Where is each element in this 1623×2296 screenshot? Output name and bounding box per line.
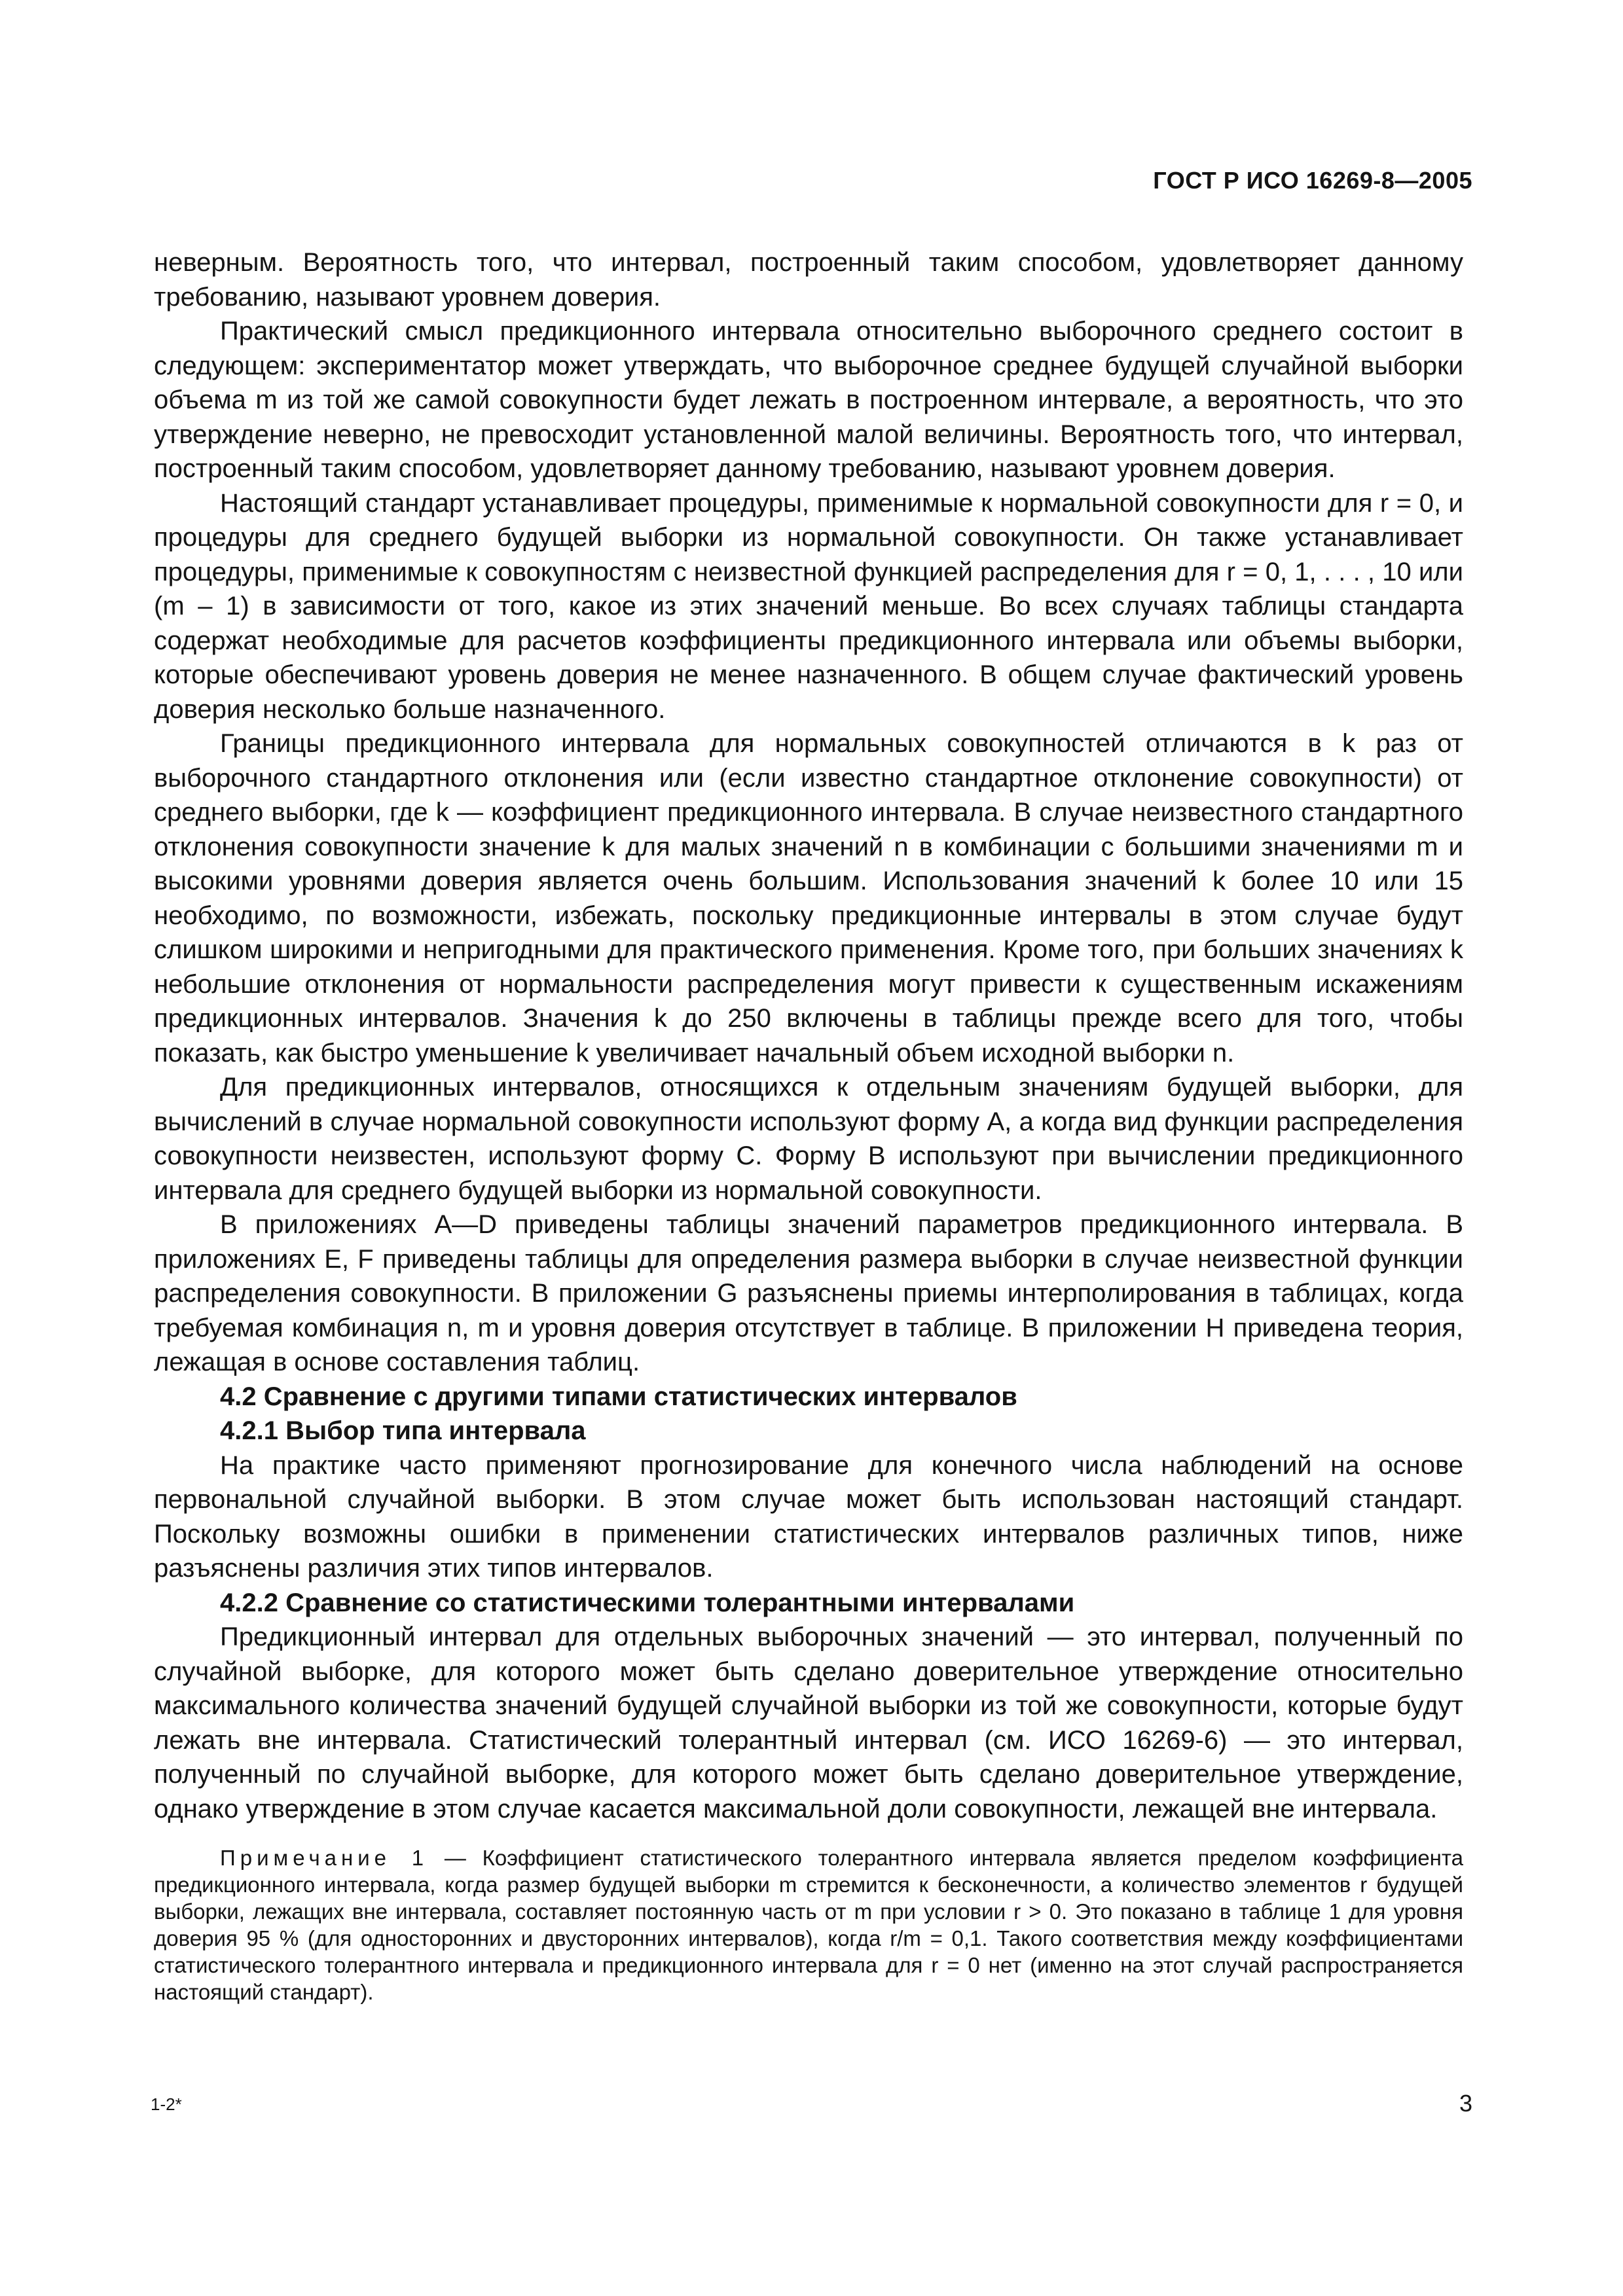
document-body: [154, 245, 1463, 2005]
paragraph-tolerance-comparison: Предикционный интервал для отдельных выборочных значений — это интервал, полученный по случайной выборке, для которого может быть сделано доверительное утверждение относительно максимального количества значений будущей случайной выборки из той же совокупности, которые будут лежать вне интервала. Статистический толерантный интервал (см. ИСО 16269-6) — это интервал, полученный по случайной выборке, для которого может быть сделано доверительное утверждение, однако утверждение в этом случае касается максимальной доли совокупности, лежащей вне интервала.: [154, 1623, 1463, 1823]
paragraph-practical-meaning: Практический смысл предикционного интервала относительно выборочного среднего состоит в следующем: экспериментатор может утверждать, что выборочное среднее будущей случайной выборки объема m из той же самой совокупности будет лежать в построенном интервале, а вероятность, что это утверждение неверно, не превосходит установленной малой величины. Вероятность того, что интервал, построенный таким способом, удовлетворяет данному требованию, называют уровнем доверия.: [154, 317, 1463, 483]
note-text: — Коэффициент статистического толерантного интервала является пределом коэффициента предикционного интервала, когда размер будущей выборки m стремится к бесконечности, а количество элементов r будущей выборки, лежащих вне интервала, составляет постоянную часть от m при условии r > 0. Это показано в таблице 1 для уровня доверия 95 % (для односторонних и двусторонних интервалов), когда r/m = 0,1. Такого соответствия между коэффициентами статистического толерантного интервала и предикционного интервала для r = 0 нет (именно на этот случай распространяется настоящий стандарт).: [154, 1846, 1463, 2004]
paragraph-interval-limits: Границы предикционного интервала для нормальных совокупностей отличаются в k раз от выборочного стандартного отклонения или (если известно стандартное отклонение совокупности) от среднего выборки, где k — коэффициент предикционного интервала. В случае неизвестного стандартного отклонения совокупности значение k для малых значений n в комбинации с большими значениями m и высокими уровнями доверия является очень большим. Использования значений k более 10 или 15 необходимо, по возможности, избежать, поскольку предикционные интервалы в этом случае будут слишком широкими и непригодными для практического применения. Кроме того, при больших значениях k небольшие отклонения от нормальности распределения могут привести к существенным искажениям предикционных интервалов. Значения k до 250 включены в таблицы прежде всего для того, чтобы показать, как быстро уменьшение k увеличивает начальный объем исходной выборки n.: [154, 729, 1463, 1067]
paragraph-annexes: В приложениях A—D приведены таблицы значений параметров предикционного интервала. В приложениях Е, F приведены таблицы для определения размера выборки в случае неизвестной функции распределения совокупности. В приложении G разъяснены приемы интерполирования в таблицах, когда требуемая комбинация n, m и уровня доверия отсутствует в таблице. В приложении Н приведена теория, лежащая в основе составления таблиц.: [154, 1210, 1463, 1376]
section-heading-4-2-2: 4.2.2 Сравнение со статистическими толерантными интервалами: [220, 1588, 1075, 1617]
section-heading-4-2: 4.2 Сравнение с другими типами статистических интервалов: [220, 1382, 1017, 1411]
section-heading-4-2-1: 4.2.1 Выбор типа интервала: [220, 1416, 586, 1445]
note-block: [154, 1844, 1463, 2005]
footer-signature: 1-2*: [151, 2094, 182, 2114]
page-number: 3: [1459, 2090, 1472, 2117]
note-label: Примечание 1: [220, 1846, 429, 1870]
paragraph-interval-choice: На практике часто применяют прогнозирование для конечного числа наблюдений на основе первональной случайной выборки. В этом случае может быть использован настоящий стандарт. Поскольку возможны ошибки в применении статистических интервалов различных типов, ниже разъяснены различия этих типов интервалов.: [154, 1450, 1463, 1583]
document-header: ГОСТ Р ИСО 16269-8—2005: [1153, 167, 1472, 194]
paragraph-procedures: Настоящий стандарт устанавливает процедуры, применимые к нормальной совокупности для r = 0, и процедуры для среднего будущей выборки из нормальной совокупности. Он также устанавливает процедуры, применимые к совокупностям с неизвестной функцией распределения для r = 0, 1, . . . , 10 или (m – 1) в зависимости от того, какое из этих значений меньше. Во всех случаях таблицы стандарта содержат необходимые для расчетов коэффициенты предикционного интервала или объемы выборки, которые обеспечивают уровень доверия не менее назначенного. В общем случае фактический уровень доверия несколько больше назначенного.: [154, 488, 1463, 724]
paragraph-continuation: неверным. Вероятность того, что интервал, построенный таким способом, удовлетворяет данному требованию, называют уровнем доверия.: [154, 248, 1463, 312]
paragraph-forms: Для предикционных интервалов, относящихся к отдельным значениям будущей выборки, для вычислений в случае нормальной совокупности используют форму А, а когда вид функции распределения совокупности неизвестен, используют форму С. Форму В используют при вычислении предикционного интервала для среднего будущей выборки из нормальной совокупности.: [154, 1073, 1463, 1205]
